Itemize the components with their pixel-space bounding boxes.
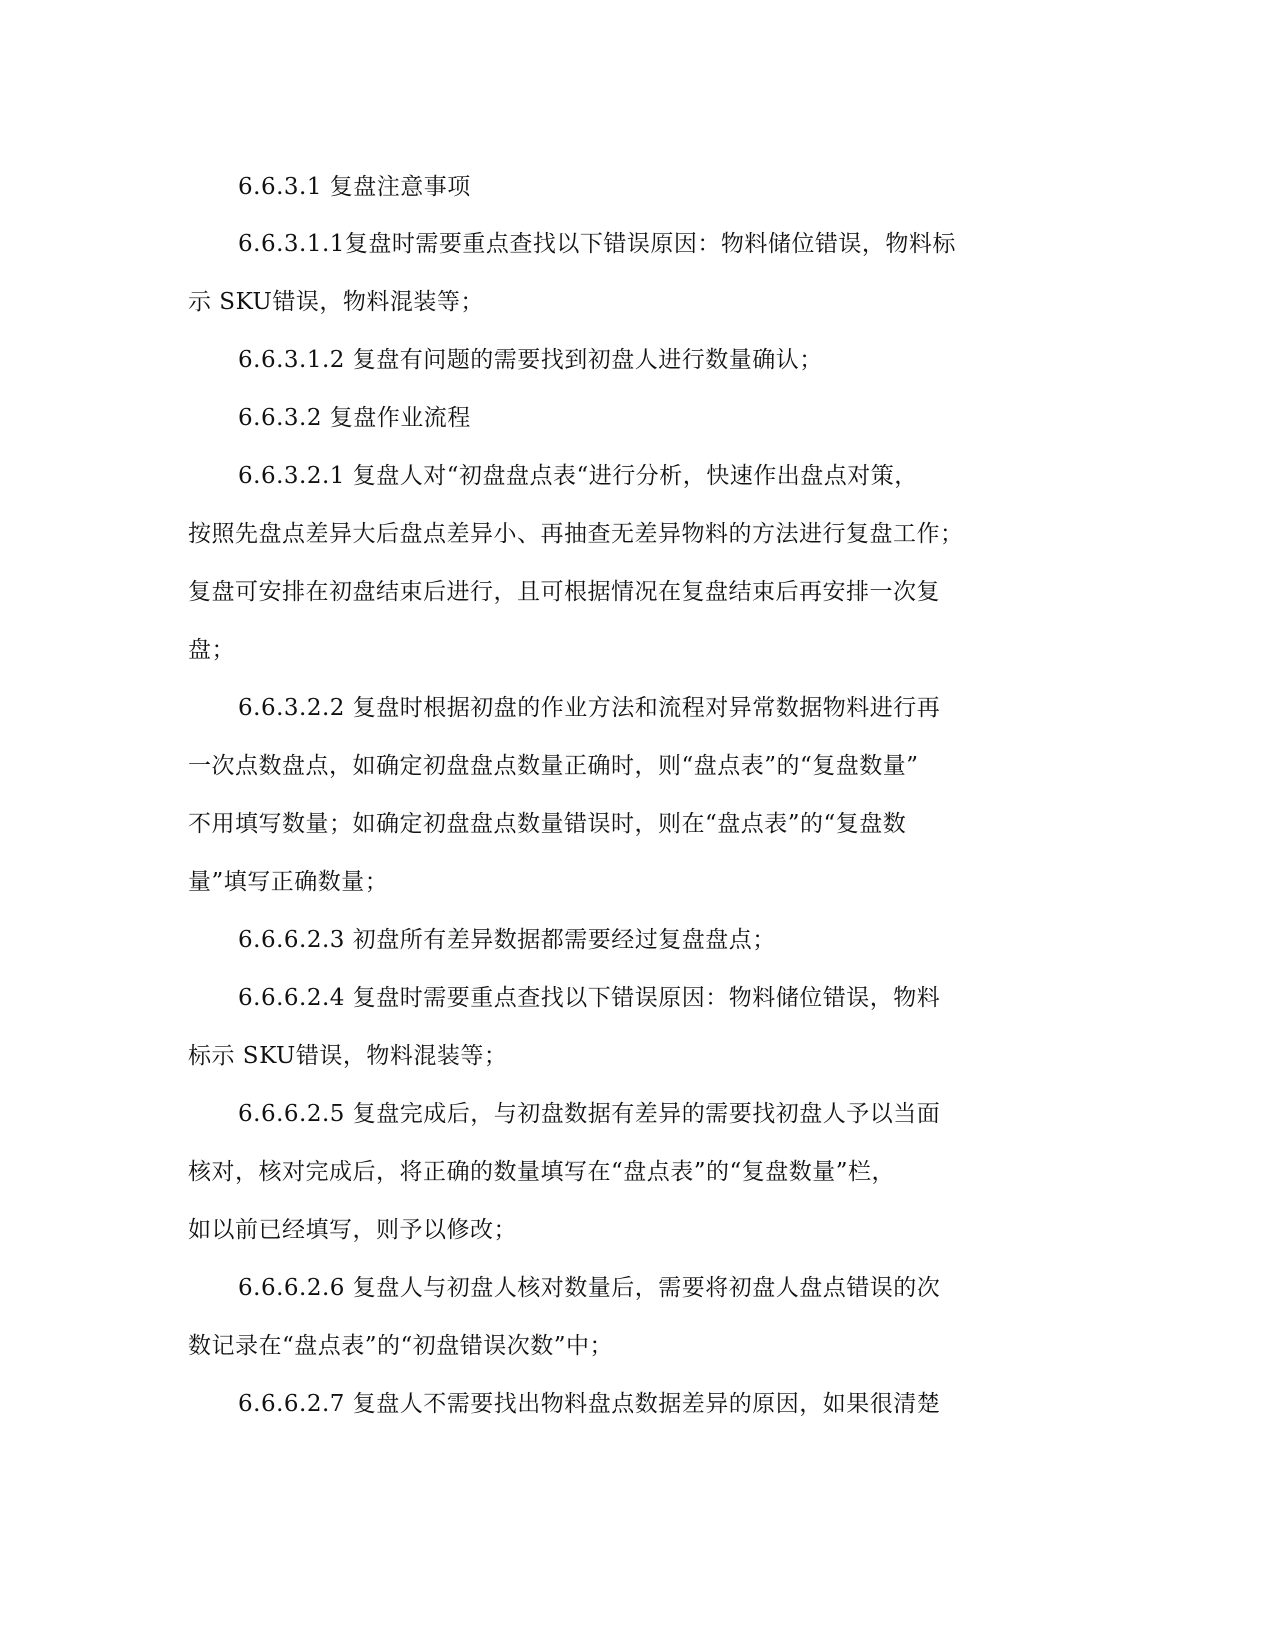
paragraph-line: 数记录在“盘点表”的“初盘错误次数”中； [188, 1333, 614, 1359]
heading-6-6-3-1: 6.6.3.1 复盘注意事项 [238, 174, 471, 200]
paragraph-line: 6.6.6.2.6 复盘人与初盘人核对数量后，需要将初盘人盘点错误的次 [238, 1275, 941, 1301]
paragraph-line: 一次点数盘点，如确定初盘盘点数量正确时，则“盘点表”的“复盘数量” [188, 753, 919, 779]
paragraph-line: 示 SKU错误，物料混装等； [188, 289, 484, 315]
paragraph-line: 6.6.6.2.5 复盘完成后，与初盘数据有差异的需要找初盘人予以当面 [238, 1101, 941, 1127]
paragraph-line: 复盘可安排在初盘结束后进行，且可根据情况在复盘结束后再安排一次复 [188, 579, 940, 605]
paragraph-line: 6.6.3.2.1 复盘人对“初盘盘点表“进行分析，快速作出盘点对策， [238, 463, 918, 489]
paragraph-line: 标示 SKU错误，物料混装等； [188, 1043, 508, 1069]
paragraph-line: 不用填写数量；如确定初盘盘点数量错误时，则在“盘点表”的“复盘数 [188, 811, 907, 837]
paragraph-line: 核对，核对完成后，将正确的数量填写在“盘点表”的“复盘数量”栏， [188, 1159, 896, 1185]
paragraph-line: 6.6.3.2.2 复盘时根据初盘的作业方法和流程对异常数据物料进行再 [238, 695, 941, 721]
paragraph-line: 6.6.6.2.7 复盘人不需要找出物料盘点数据差异的原因，如果很清楚 [238, 1391, 941, 1417]
paragraph-line: 6.6.3.1.2 复盘有问题的需要找到初盘人进行数量确认； [238, 347, 823, 373]
paragraph-line: 6.6.3.1.1复盘时需要重点查找以下错误原因：物料储位错误，物料标 [238, 231, 956, 257]
paragraph-line: 6.6.6.2.4 复盘时需要重点查找以下错误原因：物料储位错误，物料 [238, 985, 941, 1011]
paragraph-line: 按照先盘点差异大后盘点差异小、再抽查无差异物料的方法进行复盘工作； [188, 521, 964, 547]
paragraph-line: 盘； [188, 637, 235, 663]
heading-6-6-3-2: 6.6.3.2 复盘作业流程 [238, 405, 471, 431]
paragraph-line: 如以前已经填写，则予以修改； [188, 1217, 517, 1243]
paragraph-line: 6.6.6.2.3 初盘所有差异数据都需要经过复盘盘点； [238, 927, 776, 953]
paragraph-line: 量”填写正确数量； [188, 869, 389, 895]
